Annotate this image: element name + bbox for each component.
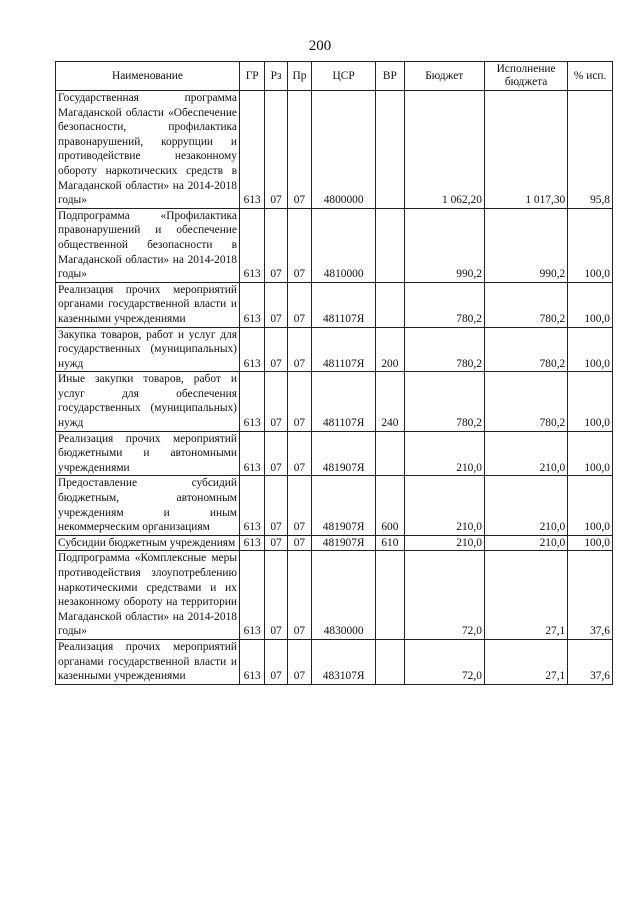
row-pr: 07: [287, 535, 311, 551]
row-csr: 4800000: [312, 91, 376, 209]
row-gr: 613: [239, 208, 264, 282]
table-row: [56, 476, 613, 535]
row-csr: 481107Я: [312, 282, 376, 327]
row-gr: 613: [239, 551, 264, 640]
row-name: Субсидии бюджетным учреждениям: [56, 535, 240, 551]
row-gr: 613: [239, 327, 264, 372]
row-vr: 240: [376, 372, 404, 431]
row-execution: 780,2: [484, 372, 567, 431]
header-rz: Рз: [265, 62, 287, 91]
row-percent: 100,0: [568, 282, 613, 327]
row-rz: 07: [265, 372, 287, 431]
row-pr: 07: [287, 476, 311, 535]
row-budget: 780,2: [404, 282, 484, 327]
row-percent: 100,0: [568, 372, 613, 431]
row-rz: 07: [265, 476, 287, 535]
page-number: 200: [308, 38, 332, 54]
row-budget: 210,0: [404, 535, 484, 551]
row-percent: 100,0: [568, 431, 613, 476]
row-execution: 27,1: [484, 551, 567, 640]
row-vr: 610: [376, 535, 404, 551]
row-pr: 07: [287, 91, 311, 209]
row-vr: [376, 431, 404, 476]
row-pr: 07: [287, 639, 311, 684]
row-budget: 210,0: [404, 476, 484, 535]
row-budget: 780,2: [404, 372, 484, 431]
row-percent: 100,0: [568, 476, 613, 535]
row-percent: 95,8: [568, 91, 613, 209]
row-csr: 481107Я: [312, 372, 376, 431]
row-gr: 613: [239, 431, 264, 476]
table-row: [56, 431, 613, 476]
row-budget: 1 062,20: [404, 91, 484, 209]
table-row: [56, 639, 613, 684]
header-gr: ГР: [239, 62, 264, 91]
row-gr: 613: [239, 282, 264, 327]
row-rz: 07: [265, 639, 287, 684]
row-vr: [376, 208, 404, 282]
row-execution: 210,0: [484, 476, 567, 535]
row-budget: 780,2: [404, 327, 484, 372]
row-percent: 100,0: [568, 535, 613, 551]
row-budget: 990,2: [404, 208, 484, 282]
row-pr: 07: [287, 431, 311, 476]
row-name: Предоставление субсидий бюджетным, автономным учреждениям и иным некоммерческим организациям: [56, 476, 240, 535]
row-name: Закупка товаров, работ и услуг для государственных (муниципальных) нужд: [56, 327, 240, 372]
row-name: Иные закупки товаров, работ и услуг для обеспечения государственных (муниципальных) нужд: [56, 372, 240, 431]
row-name: Реализация прочих мероприятий органами государственной власти и казенными учреждениями: [56, 282, 240, 327]
table-row: [56, 551, 613, 640]
header-vr: ВР: [376, 62, 404, 91]
row-percent: 37,6: [568, 551, 613, 640]
row-percent: 100,0: [568, 208, 613, 282]
header-name: Наименование: [56, 62, 240, 91]
row-vr: [376, 91, 404, 209]
row-budget: 72,0: [404, 551, 484, 640]
row-budget: 210,0: [404, 431, 484, 476]
table-header-row: [56, 62, 613, 91]
row-rz: 07: [265, 208, 287, 282]
header-csr: ЦСР: [312, 62, 376, 91]
row-csr: 4830000: [312, 551, 376, 640]
row-pr: 07: [287, 372, 311, 431]
row-rz: 07: [265, 327, 287, 372]
row-pr: 07: [287, 282, 311, 327]
budget-table: [55, 61, 613, 685]
table-row: [56, 372, 613, 431]
row-vr: [376, 551, 404, 640]
table-row: [56, 327, 613, 372]
row-vr: 200: [376, 327, 404, 372]
row-rz: 07: [265, 551, 287, 640]
row-csr: 481107Я: [312, 327, 376, 372]
row-execution: 780,2: [484, 327, 567, 372]
table-row: [56, 535, 613, 551]
row-execution: 780,2: [484, 282, 567, 327]
row-csr: 481907Я: [312, 535, 376, 551]
row-pr: 07: [287, 551, 311, 640]
row-execution: 27,1: [484, 639, 567, 684]
row-name: Государственная программа Магаданской области «Обеспечение безопасности, профилактика правонарушений, коррупции и противодействие незаконному обороту наркотических средств в Магаданской области» на 2014-2018 годы»: [56, 91, 240, 209]
row-csr: 4810000: [312, 208, 376, 282]
header-execution: Исполнение бюджета: [484, 62, 567, 91]
row-pr: 07: [287, 208, 311, 282]
row-execution: 990,2: [484, 208, 567, 282]
row-gr: 613: [239, 535, 264, 551]
table-row: [56, 91, 613, 209]
row-name: Подпрограмма «Комплексные меры противодействия злоупотреблению наркотическими средствами и их незаконному обороту на территории Магаданской области» на 2014-2018 годы»: [56, 551, 240, 640]
row-percent: 37,6: [568, 639, 613, 684]
header-budget: Бюджет: [404, 62, 484, 91]
row-gr: 613: [239, 91, 264, 209]
row-gr: 613: [239, 639, 264, 684]
row-rz: 07: [265, 535, 287, 551]
table-row: [56, 208, 613, 282]
row-percent: 100,0: [568, 327, 613, 372]
row-name: Реализация прочих мероприятий бюджетными и автономными учреждениями: [56, 431, 240, 476]
row-budget: 72,0: [404, 639, 484, 684]
row-gr: 613: [239, 476, 264, 535]
table-row: [56, 282, 613, 327]
row-csr: 481907Я: [312, 431, 376, 476]
row-pr: 07: [287, 327, 311, 372]
row-csr: 483107Я: [312, 639, 376, 684]
row-vr: 600: [376, 476, 404, 535]
row-execution: 1 017,30: [484, 91, 567, 209]
row-name: Подпрограмма «Профилактика правонарушений и обеспечение общественной безопасности в Магаданской области» на 2014-2018 годы»: [56, 208, 240, 282]
row-execution: 210,0: [484, 535, 567, 551]
header-percent: % исп.: [568, 62, 613, 91]
row-name: Реализация прочих мероприятий органами государственной власти и казенными учреждениями: [56, 639, 240, 684]
row-execution: 210,0: [484, 431, 567, 476]
row-gr: 613: [239, 372, 264, 431]
header-pr: Пр: [287, 62, 311, 91]
row-rz: 07: [265, 91, 287, 209]
row-rz: 07: [265, 282, 287, 327]
row-vr: [376, 639, 404, 684]
row-vr: [376, 282, 404, 327]
row-rz: 07: [265, 431, 287, 476]
row-csr: 481907Я: [312, 476, 376, 535]
